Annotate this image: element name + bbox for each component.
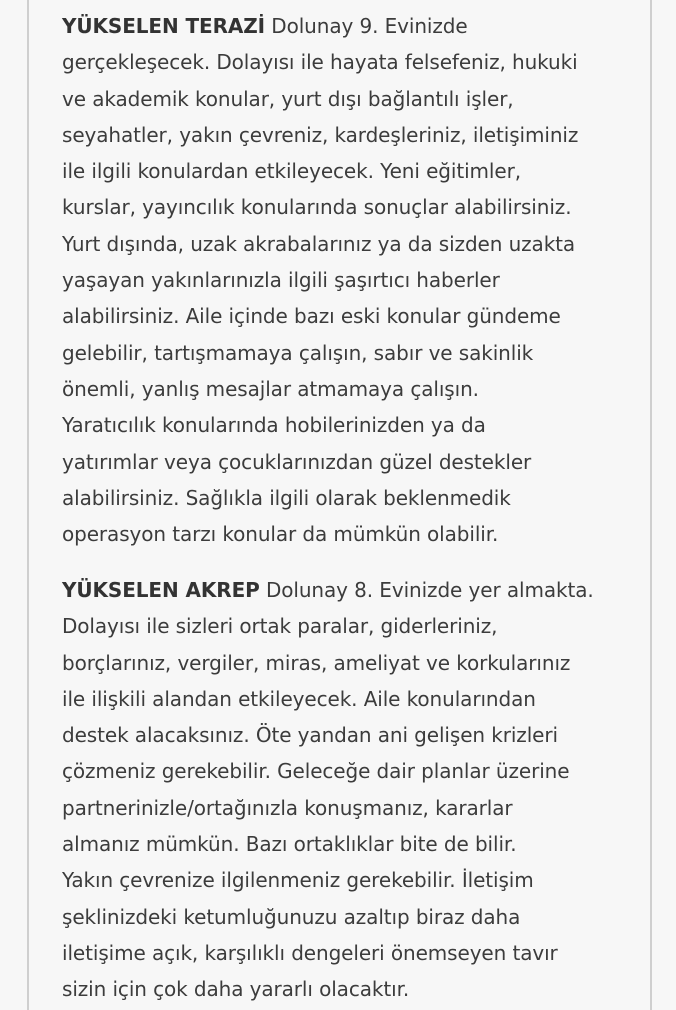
paragraph-line: Dolayısı ile sizleri ortak paralar, giderleriniz, <box>62 614 498 639</box>
paragraph-line: yatırımlar veya çocuklarınızdan güzel destekler <box>62 449 532 474</box>
paragraph-line: şeklinizdeki ketumluğunuzu azaltıp biraz daha <box>62 904 521 929</box>
paragraph-line: partnerinizle/ortağınızla konuşmanız, kararlar <box>62 795 513 820</box>
paragraph-line: iletişime açık, karşılıklı dengeleri önemseyen tavır <box>62 940 558 965</box>
paragraph-line: yaşayan yakınlarınızla ilgili şaşırtıcı haberler <box>62 268 500 293</box>
section-first-line <box>62 572 622 608</box>
paragraph-line: sizin için çok daha yararlı olacaktır. <box>62 977 410 1002</box>
paragraph-line: destek alacaksınız. Öte yandan ani gelişen krizleri <box>62 723 558 748</box>
paragraph-text: Dolunay 8. Evinizde yer almakta. <box>259 578 594 602</box>
section-yukselen-terazi <box>62 8 622 552</box>
paragraph-line: seyahatler, yakın çevreniz, kardeşleriniz, iletişiminiz <box>62 122 579 147</box>
paragraph-line: gelebilir, tartışmamaya çalışın, sabır ve sakinlik <box>62 340 534 365</box>
paragraph-line: önemli, yanlış mesajlar atmamaya çalışın. <box>62 376 479 401</box>
paragraph-line: borçlarınız, vergiler, miras, ameliyat ve korkularınız <box>62 650 571 675</box>
paragraph-line: operasyon tarzı konular da mümkün olabilir. <box>62 522 499 547</box>
paragraph-line: gerçekleşecek. Dolayısı ile hayata felsefeniz, hukuki <box>62 50 578 75</box>
section-yukselen-akrep <box>62 572 622 1008</box>
paragraph-line: Yurt dışında, uzak akrabalarınız ya da sizden uzakta <box>62 231 576 256</box>
paragraph-line: ile ilişkili alandan etkileyecek. Aile konularından <box>62 686 536 711</box>
section-heading: YÜKSELEN AKREP <box>62 578 260 602</box>
paragraph-line: almanız mümkün. Bazı ortaklıklar bite de bilir. <box>62 832 517 857</box>
paragraph-line: Yaratıcılık konularında hobilerinizden ya da <box>62 413 486 438</box>
paragraph-line: kurslar, yayıncılık konularında sonuçlar alabilirsiniz. <box>62 195 572 220</box>
paragraph-line: çözmeniz gerekebilir. Geleceğe dair planlar üzerine <box>62 759 570 784</box>
right-border-line <box>650 0 652 1010</box>
paragraph-line: Yakın çevrenize ilgilenmeniz gerekebilir. İletişim <box>62 868 534 893</box>
paragraph-line: ile ilgili konulardan etkileyecek. Yeni eğitimler, <box>62 159 521 184</box>
paragraph-text: Dolunay 9. Evinizde <box>265 14 468 38</box>
paragraph-line: ve akademik konular, yurt dışı bağlantılı işler, <box>62 86 514 111</box>
paragraph-line: alabilirsiniz. Aile içinde bazı eski konular gündeme <box>62 304 561 329</box>
section-first-line <box>62 8 622 44</box>
section-heading: YÜKSELEN TERAZİ <box>62 14 266 38</box>
left-border-line <box>27 0 29 1010</box>
paragraph-line: alabilirsiniz. Sağlıkla ilgili olarak beklenmedik <box>62 485 511 510</box>
